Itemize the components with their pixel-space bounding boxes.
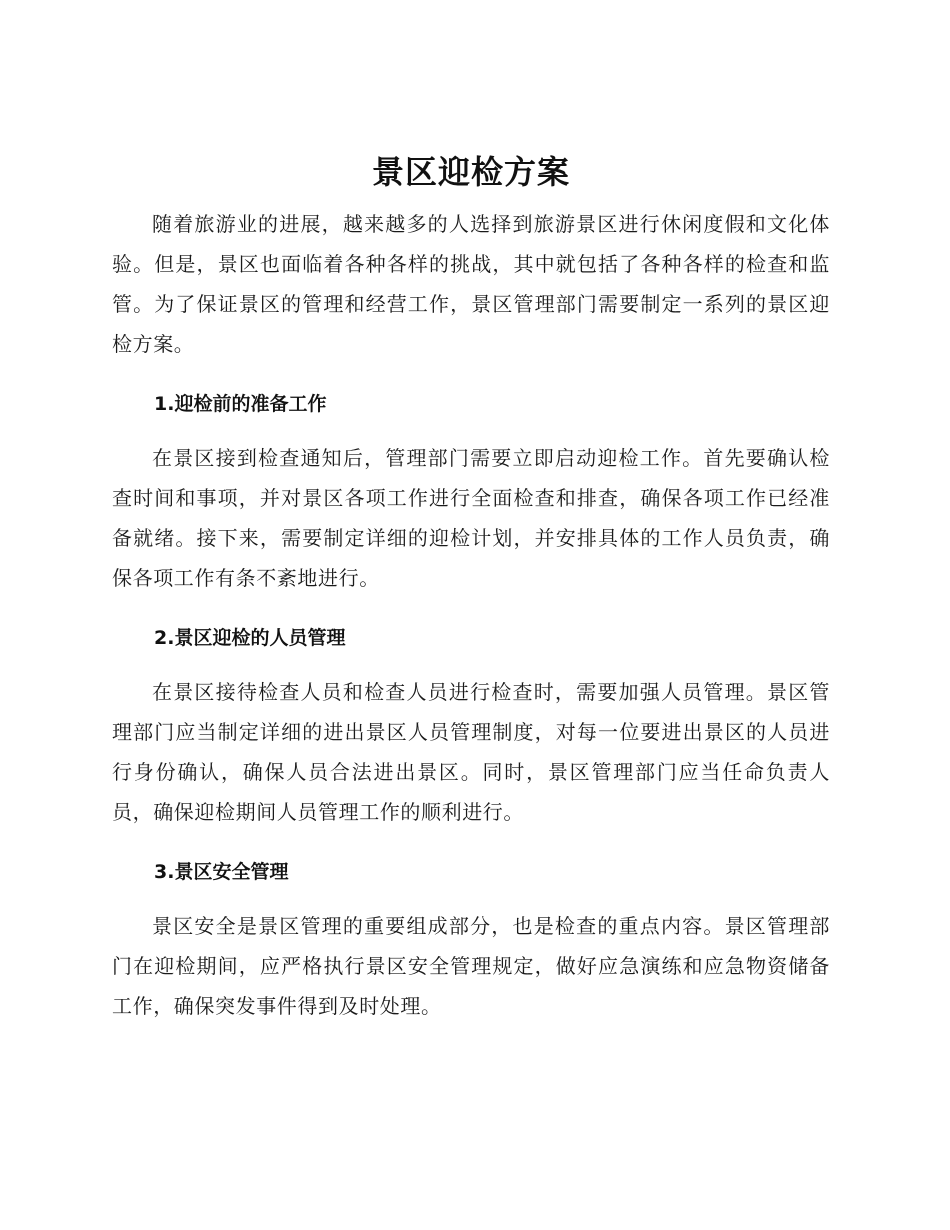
section-heading-1: 1.迎检前的准备工作 <box>154 393 327 415</box>
section-body-2: 在景区接待检查人员和检查人员进行检查时，需要加强人员管理。景区管理部门应当制定详细的进出景区人员管理制度，对每一位要进出景区的人员进行身份确认，确保人员合法进出景区。同时，景区管理部门应当任命负责人员，确保迎检期间人员管理工作的顺利进行。 <box>112 680 830 824</box>
section-body-1: 在景区接到检查通知后，管理部门需要立即启动迎检工作。首先要确认检查时间和事项，并对景区各项工作进行全面检查和排查，确保各项工作已经准备就绪。接下来，需要制定详细的迎检计划，并安排具体的工作人员负责，确保各项工作有条不紊地进行。 <box>112 446 830 590</box>
section-heading-3: 3.景区安全管理 <box>154 861 289 883</box>
intro-paragraph: 随着旅游业的进展，越来越多的人选择到旅游景区进行休闲度假和文化体验。但是，景区也面临着各种各样的挑战，其中就包括了各种各样的检查和监管。为了保证景区的管理和经营工作，景区管理部门需要制定一系列的景区迎检方案。 <box>112 212 830 356</box>
spacer <box>112 886 830 906</box>
spacer <box>112 598 830 624</box>
document-page <box>112 150 830 1026</box>
spacer <box>112 418 830 438</box>
document-title: 景区迎检方案 <box>371 153 570 191</box>
spacer <box>112 652 830 672</box>
spacer <box>112 194 830 204</box>
spacer <box>112 364 830 390</box>
section-heading-2: 2.景区迎检的人员管理 <box>154 627 346 649</box>
spacer <box>112 832 830 858</box>
section-body-3: 景区安全是景区管理的重要组成部分，也是检查的重点内容。景区管理部门在迎检期间，应严格执行景区安全管理规定，做好应急演练和应急物资储备工作，确保突发事件得到及时处理。 <box>112 914 830 1018</box>
